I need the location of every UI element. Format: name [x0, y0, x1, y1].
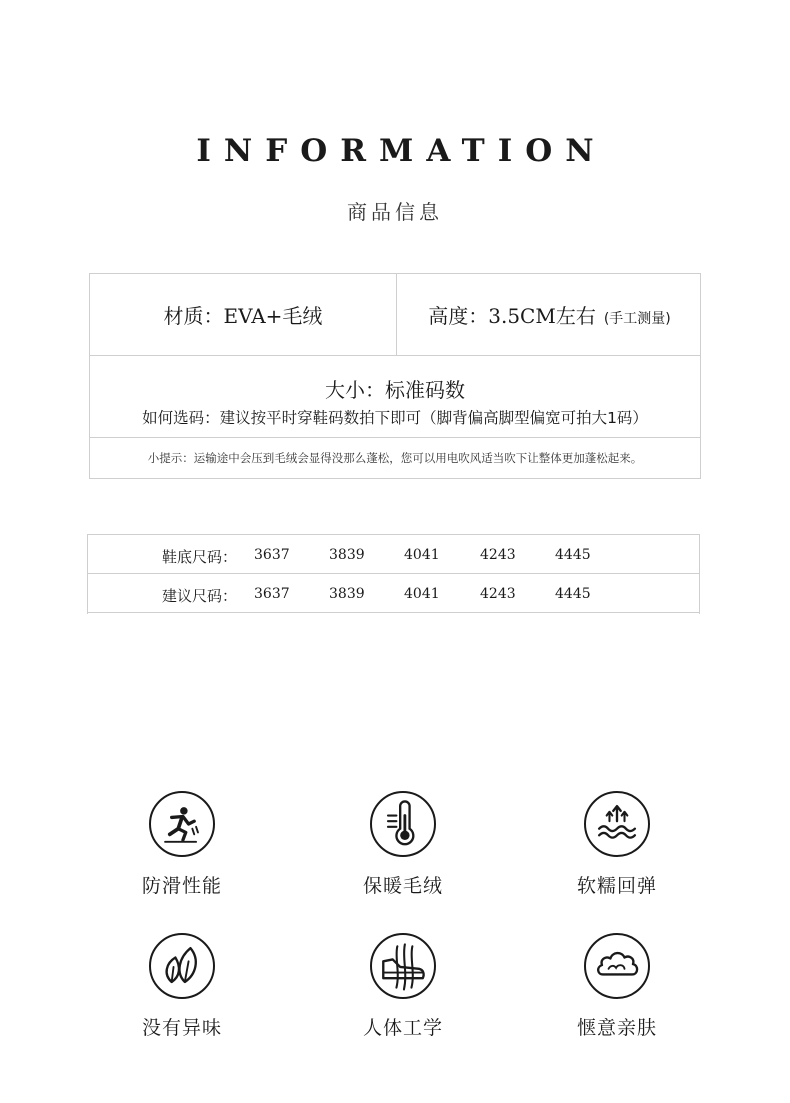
size-table: [87, 534, 700, 614]
info-row-size: [90, 356, 700, 438]
product-info-box: [89, 273, 701, 479]
height-cell: [397, 274, 702, 355]
size-cell: 3637: [254, 586, 290, 602]
feature-anti-slip: [102, 791, 262, 898]
leaf-icon: [149, 933, 215, 999]
feature-skin-friendly: [537, 933, 697, 1040]
feature-label: 人体工学: [362, 1017, 443, 1039]
material-text: 材质：EVA+毛绒: [163, 304, 323, 328]
size-cell: 4445: [555, 547, 591, 563]
size-cell: 3839: [329, 586, 365, 602]
size-cell: 4243: [480, 586, 516, 602]
size-cell: 4041: [404, 547, 440, 563]
info-row-material-height: [90, 274, 700, 356]
size-cell: 4445: [555, 586, 591, 602]
feature-label: 保暖毛绒: [362, 875, 443, 897]
table-row: [88, 535, 699, 574]
size-cell: 3839: [329, 547, 365, 563]
material-cell: [90, 274, 397, 355]
size-tip: 如何选码：建议按平时穿鞋码数拍下即可（脚背偏高脚型偏宽可拍大1码）: [142, 409, 648, 427]
feature-soft-rebound: [537, 791, 697, 898]
table-row: [88, 574, 699, 613]
page-subtitle: 商品信息: [347, 200, 443, 224]
thermometer-icon: [370, 791, 436, 857]
feature-ergonomic: [323, 933, 483, 1040]
feature-label: 没有异味: [141, 1017, 222, 1039]
size-cell: 3637: [254, 547, 290, 563]
feature-no-odor: [102, 933, 262, 1040]
size-title: 大小：标准码数: [325, 378, 465, 402]
row-label: 建议尺码：: [162, 587, 238, 605]
feature-warm-plush: [323, 791, 483, 898]
hint-text: 小提示：运输途中会压到毛绒会显得没那么蓬松，您可以用电吹风适当吹下让整体更加蓬松起来。: [147, 451, 643, 465]
size-cell: 4041: [404, 586, 440, 602]
height-text: 高度：3.5CM左右: [428, 304, 596, 328]
feature-label: 惬意亲肤: [576, 1017, 657, 1039]
ergonomic-shoe-icon: [370, 933, 436, 999]
row-label: 鞋底尺码：: [162, 548, 238, 566]
info-row-hint: [90, 438, 700, 478]
height-note: (手工测量): [603, 310, 671, 327]
feature-label: 软糯回弹: [576, 875, 657, 897]
size-cell: 4243: [480, 547, 516, 563]
page-title: INFORMATION: [196, 133, 607, 169]
rebound-icon: [584, 791, 650, 857]
anti-slip-icon: [149, 791, 215, 857]
feature-label: 防滑性能: [141, 875, 222, 897]
cloud-icon: [584, 933, 650, 999]
